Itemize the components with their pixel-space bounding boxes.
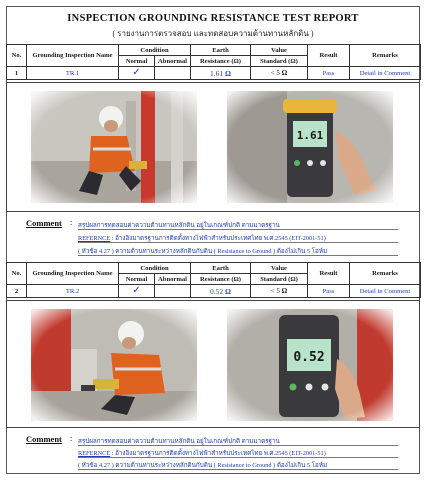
record-2-photo-panel <box>6 300 420 428</box>
comment-underline <box>78 469 398 470</box>
comment-underline <box>78 445 398 446</box>
comment-underline <box>78 255 398 256</box>
worker-photo-image <box>31 309 197 421</box>
report-subtitle: ( รายงานการตรวจสอบ และทดสอบความต้านทานหลักดิน ) <box>112 29 314 38</box>
standard-unit: Ω <box>281 69 288 77</box>
comment-summary: สรุปผลการทดสอบค่าความต้านทานหลักดิน อยู่ในเกณฑ์ปกติ ตามมาตรฐาน <box>78 222 280 229</box>
header-result: Result <box>308 263 350 285</box>
reference-text: : อ้างอิงมาตรฐานการติดตั้งทางไฟฟ้าสำหรับประเทศไทย พ.ศ.2545 (EIT-2001-51) <box>111 235 326 242</box>
row-standard <box>251 67 308 80</box>
header-no: No. <box>7 45 27 67</box>
header-standard: Standard (Ω) <box>251 274 308 285</box>
header-normal: Normal <box>119 56 155 67</box>
record-2-comment-label: Comment <box>26 434 62 444</box>
header-remarks: Remarks <box>350 263 421 285</box>
meter-photo-image <box>227 309 393 421</box>
table-row <box>7 285 421 298</box>
row-abnormal <box>155 67 191 80</box>
row-name: TR.1 <box>27 67 119 80</box>
header-value: Value <box>251 263 308 274</box>
table-row <box>7 67 421 80</box>
worker-photo <box>31 309 197 421</box>
row-abnormal <box>155 285 191 298</box>
meter-photo-image <box>227 91 393 203</box>
meter-photo <box>227 309 393 421</box>
header-no: No. <box>7 263 27 285</box>
header-condition: Condition <box>119 45 191 56</box>
standard-value: < 5 <box>270 69 280 77</box>
resistance-value: 0.52 <box>209 286 224 296</box>
header-earth: Earth <box>191 45 251 56</box>
resistance-value: 1.61 <box>209 68 224 78</box>
header-condition: Condition <box>119 263 191 274</box>
header-resistance: Resistance (Ω) <box>191 274 251 285</box>
header-abnormal: Abnormal <box>155 56 191 67</box>
resistance-unit: Ω <box>224 68 231 78</box>
row-result: Pass <box>308 67 350 80</box>
row-standard <box>251 285 308 298</box>
comment-summary: สรุปผลการทดสอบค่าความต้านทานหลักดิน อยู่ในเกณฑ์ปกติ ตามมาตรฐาน <box>78 438 280 445</box>
report-title: INSPECTION GROUNDING RESISTANCE TEST REPORT <box>67 13 359 24</box>
header-remarks: Remarks <box>350 45 421 67</box>
standard-value: < 5 <box>270 287 280 295</box>
reference-label: REFERNCE <box>78 235 111 242</box>
header-resistance: Resistance (Ω) <box>191 56 251 67</box>
reference-label: REFERNCE <box>78 450 111 457</box>
header-abnormal: Abnormal <box>155 274 191 285</box>
reference-text: : อ้างอิงมาตรฐานการติดตั้งทางไฟฟ้าสำหรับประเทศไทย พ.ศ.2545 (EIT-2001-51) <box>111 450 326 457</box>
record-1-comment-colon: : <box>70 218 73 227</box>
comment-standard-note: ( หัวข้อ 4.27 ) ความต้านทานระหว่างหลักดินกับดิน ( Resistance to Ground ) ต้องไม่เกิน 5 โอห์ม <box>78 462 328 469</box>
normal-check-icon: ✓ <box>132 67 141 78</box>
record-2-table <box>6 262 421 298</box>
row-no: 1 <box>7 67 27 80</box>
standard-unit: Ω <box>281 287 288 295</box>
record-1-photo-panel <box>6 82 420 212</box>
record-2-comment-colon: : <box>70 434 73 443</box>
comment-standard-note: ( หัวข้อ 4.27 ) ความต้านทานระหว่างหลักดินกับดิน ( Resistance to Ground ) ต้องไม่เกิน 5 โอห์ม <box>78 248 328 255</box>
header-value: Value <box>251 45 308 56</box>
worker-photo-image <box>31 91 197 203</box>
row-remarks: Detail in Comment <box>350 285 421 298</box>
normal-check-icon: ✓ <box>132 285 141 296</box>
header-normal: Normal <box>119 274 155 285</box>
row-result: Pass <box>308 285 350 298</box>
row-name: TR.2 <box>27 285 119 298</box>
header-standard: Standard (Ω) <box>251 56 308 67</box>
comment-underline <box>78 229 398 230</box>
meter-photo <box>227 91 393 203</box>
header-earth: Earth <box>191 263 251 274</box>
row-resistance <box>191 285 251 298</box>
comment-underline <box>78 242 398 243</box>
row-no: 2 <box>7 285 27 298</box>
header-result: Result <box>308 45 350 67</box>
record-1-comment-label: Comment <box>26 218 62 228</box>
row-remarks: Detail in Comment <box>350 67 421 80</box>
header-name: Grounding Inspection Name <box>27 263 119 285</box>
row-resistance <box>191 67 251 80</box>
worker-photo <box>31 91 197 203</box>
header-name: Grounding Inspection Name <box>27 45 119 67</box>
comment-underline <box>78 457 398 458</box>
record-1-table <box>6 44 421 80</box>
resistance-unit: Ω <box>224 286 231 296</box>
